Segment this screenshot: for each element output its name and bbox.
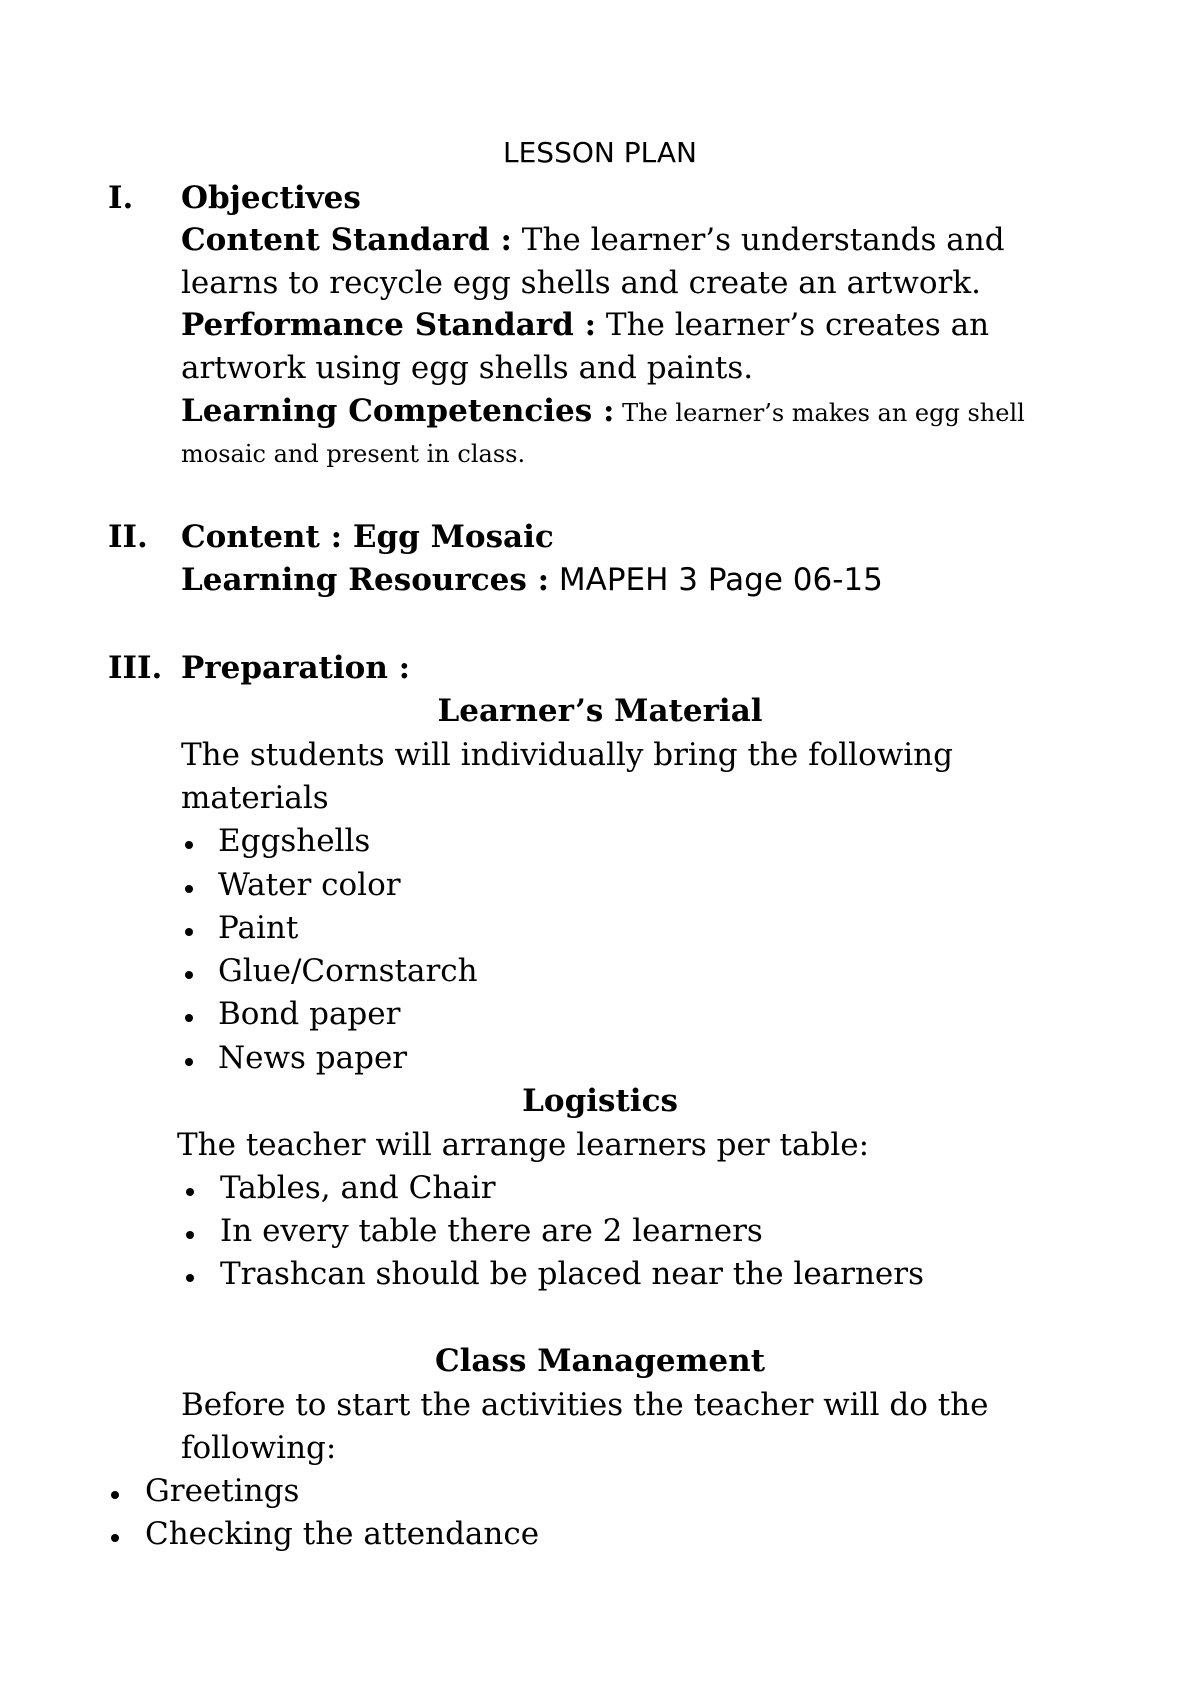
bullet-icon [186, 1274, 194, 1282]
class-management-intro-line-1: Before to start the activities the teacher will do the [181, 1387, 989, 1423]
competencies-line-1 [181, 393, 1025, 429]
content-standard-line-2: learns to recycle egg shells and create an artwork. [181, 265, 982, 301]
class-management-heading: Class Management [434, 1343, 766, 1379]
materials-intro-line-1: The students will individually bring the following [181, 737, 953, 773]
objectives-heading: Objectives [181, 180, 361, 216]
performance-standard-text: The learner’s creates an [596, 307, 990, 343]
bullet-icon [185, 1014, 193, 1022]
performance-standard-line-2: artwork using egg shells and paints. [181, 350, 754, 386]
materials-heading: Learner’s Material [437, 693, 763, 729]
bullet-icon [185, 885, 193, 893]
section-1-number: I. [108, 180, 134, 216]
content-standard-label: Content Standard : [181, 222, 512, 258]
performance-standard-line-1 [181, 307, 989, 343]
logistics-intro: The teacher will arrange learners per table: [177, 1127, 870, 1163]
bullet-icon [185, 1058, 193, 1066]
learning-resources-value: MAPEH 3 Page 06-15 [549, 562, 883, 598]
bullet-icon [185, 841, 193, 849]
bullet-icon [185, 928, 193, 936]
learning-resources-label: Learning Resources : [181, 562, 550, 598]
competencies-line-2: mosaic and present in class. [181, 440, 526, 468]
bullet-icon [111, 1491, 119, 1499]
content-standard-text: The learner’s understands and [511, 222, 1005, 258]
bullet-icon [186, 1188, 194, 1196]
section-3-number: III. [108, 650, 163, 686]
logistics-heading: Logistics [522, 1083, 678, 1119]
class-management-intro-line-2: following: [181, 1430, 337, 1466]
bullet-icon [185, 971, 193, 979]
preparation-heading: Preparation : [181, 650, 411, 686]
page-title: LESSON PLAN [503, 136, 697, 169]
learning-resources-line [181, 562, 883, 598]
bullet-icon [111, 1534, 119, 1542]
competencies-label: Learning Competencies : [181, 393, 615, 429]
materials-intro-line-2: materials [181, 780, 329, 816]
competencies-text: The learner’s makes an egg shell [614, 399, 1025, 427]
content-heading: Content : Egg Mosaic [181, 519, 554, 555]
bullet-icon [186, 1231, 194, 1239]
content-standard-line-1 [181, 222, 1005, 258]
performance-standard-label: Performance Standard : [181, 307, 597, 343]
section-2-number: II. [108, 519, 148, 555]
